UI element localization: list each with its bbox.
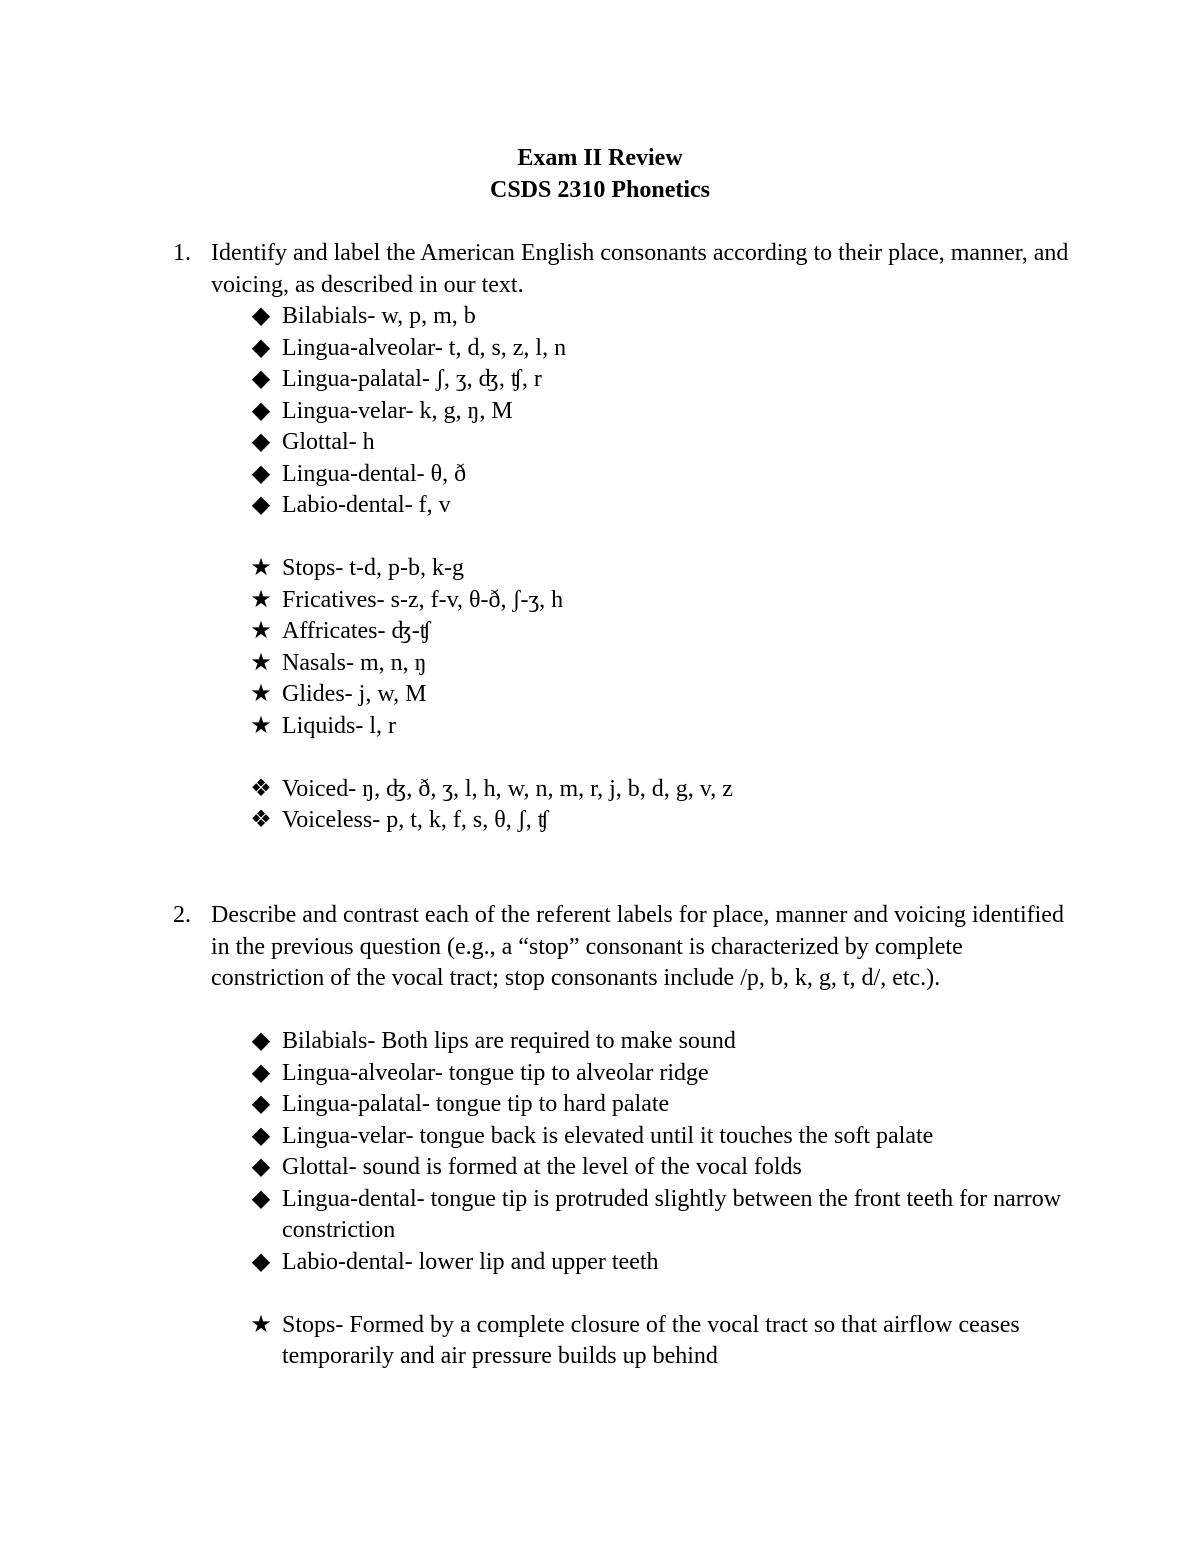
list-item: ◆ Lingua-alveolar- t, d, s, z, l, n: [248, 333, 1072, 365]
list-item: ★ Fricatives- s-z, f-v, θ-ð, ʃ-ʒ, h: [248, 585, 1072, 617]
list-item: ◆ Bilabials- Both lips are required to make sound: [248, 1026, 1072, 1058]
black-diamond-icon: ◆: [251, 1059, 271, 1086]
list-item: ◆ Glottal- h: [248, 427, 1072, 459]
question-text: Identify and label the American English consonants according to their place, manner, and voicing, as described in our text.: [211, 240, 1069, 298]
black-diamond-icon: ◆: [251, 429, 271, 455]
black-star-icon: ★: [250, 712, 272, 739]
black-star-icon: ★: [250, 649, 272, 676]
black-star-icon: ★: [250, 555, 272, 581]
black-star-icon: ★: [250, 586, 272, 613]
black-star-icon: ★: [250, 681, 272, 707]
black-diamond-icon: ◆: [251, 334, 271, 361]
list-item: ◆ Labio-dental- lower lip and upper teeth: [248, 1247, 1072, 1279]
question-number: 1.: [173, 240, 191, 266]
list-item: ★ Affricates- ʤ-ʧ: [248, 616, 1072, 648]
black-diamond-icon: ◆: [251, 1028, 271, 1054]
question-2: [173, 900, 1071, 995]
black-diamond-icon: ◆: [251, 1185, 271, 1212]
four-diamond-icon: ❖: [250, 807, 272, 833]
list-item: ★ Nasals- m, n, ŋ: [248, 648, 1072, 680]
q2-bullet-list: [248, 1026, 1072, 1373]
list-item: ★ Liquids- l, r: [248, 711, 1072, 743]
list-item: ◆ Bilabials- w, p, m, b: [248, 301, 1072, 333]
list-item: ❖ Voiced- ŋ, ʤ, ð, ʒ, l, h, w, n, m, r, j, b, d, g, v, z: [248, 774, 1072, 806]
document-title: Exam II Review: [517, 145, 683, 171]
list-item: ◆ Lingua-velar- k, g, ŋ, M: [248, 396, 1072, 428]
list-item: ★ Stops- t-d, p-b, k-g: [248, 553, 1072, 585]
list-item: ❖ Voiceless- p, t, k, f, s, θ, ʃ, ʧ: [248, 805, 1072, 837]
question-text: Describe and contrast each of the referent labels for place, manner and voicing identified in the previous question (e.g., a “stop” consonant is characterized by complete constriction of the vocal tract; stop consonants include /p, b, k, g, t, d/, etc.).: [211, 902, 1064, 991]
question-number: 2.: [173, 902, 191, 928]
list-item: ★ Glides- j, w, M: [248, 679, 1072, 711]
list-item: ◆ Lingua-alveolar- tongue tip to alveolar ridge: [248, 1058, 1072, 1090]
black-diamond-icon: ◆: [251, 303, 271, 329]
list-item: ◆ Lingua-velar- tongue back is elevated until it touches the soft palate: [248, 1121, 1072, 1153]
list-item: ★ Stops- Formed by a complete closure of the vocal tract so that airflow ceases temporarily and air pressure builds up behind: [248, 1310, 1072, 1373]
q1-bullet-list: [248, 301, 1072, 837]
question-1: [173, 238, 1071, 301]
black-diamond-icon: ◆: [251, 397, 271, 424]
black-diamond-icon: ◆: [251, 492, 271, 518]
list-item: ◆ Labio-dental- f, v: [248, 490, 1072, 522]
list-item: ◆ Lingua-palatal- ʃ, ʒ, ʤ, ʧ, r: [248, 364, 1072, 396]
black-diamond-icon: ◆: [251, 1122, 271, 1149]
list-item: ◆ Lingua-dental- θ, ð: [248, 459, 1072, 491]
list-item: ◆ Lingua-palatal- tongue tip to hard palate: [248, 1089, 1072, 1121]
black-diamond-icon: ◆: [251, 1248, 271, 1275]
four-diamond-icon: ❖: [250, 775, 272, 802]
list-item: ◆ Lingua-dental- tongue tip is protruded slightly between the front teeth for narrow constriction: [248, 1184, 1072, 1247]
black-star-icon: ★: [250, 1311, 272, 1338]
black-diamond-icon: ◆: [251, 366, 271, 392]
black-diamond-icon: ◆: [251, 1154, 271, 1180]
list-item: ◆ Glottal- sound is formed at the level of the vocal folds: [248, 1152, 1072, 1184]
black-diamond-icon: ◆: [251, 1091, 271, 1117]
document-subtitle: CSDS 2310 Phonetics: [489, 177, 711, 203]
black-star-icon: ★: [250, 618, 272, 644]
black-diamond-icon: ◆: [251, 460, 271, 487]
